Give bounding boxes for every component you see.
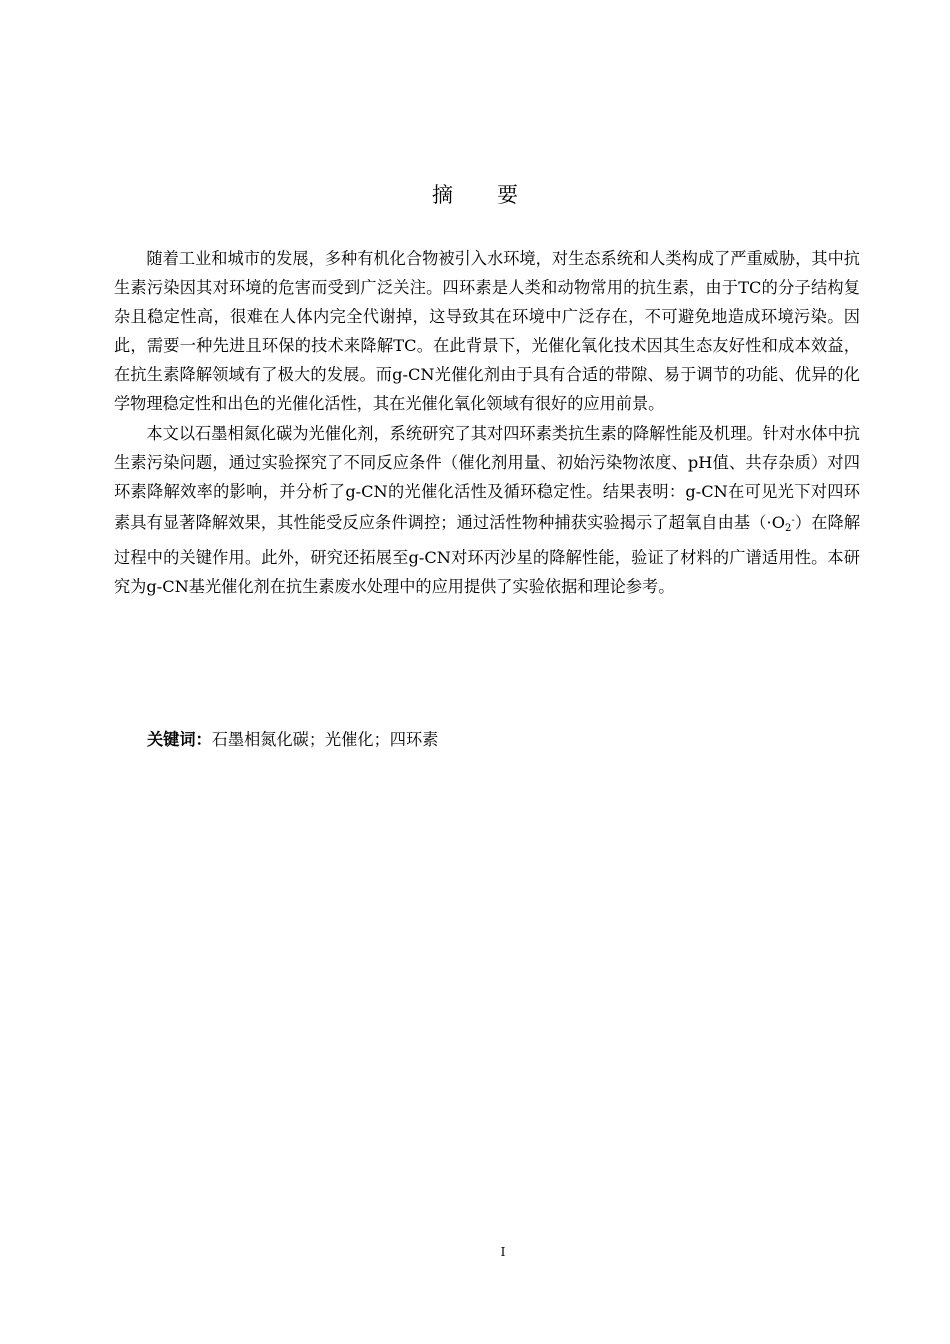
paragraph-2-text-before: 本文以石墨相氮化碳为光催化剂，系统研究了其对四环素类抗生素的降解性能及机理。针对水体中抗生素污染问题，通过实验探究了不同反应条件（催化剂用量、初始污染物浓度、pH值、共存杂质）对四环素降解效率的影响，并分析了g-CN的光催化活性及循环稳定性。结果表明：g-CN在可见光下对四环素具有显著降解效果，其性能受反应条件调控；通过活性物种捕获实验揭示了超氧自由基（·O xyxy=(114,423,860,532)
superscript-minus: - xyxy=(791,514,795,526)
keywords-label: 关键词： xyxy=(147,730,212,749)
keywords-line xyxy=(147,726,438,754)
page-title: 摘要 xyxy=(432,183,562,207)
abstract-paragraph-1: 随着工业和城市的发展，多种有机化合物被引入水环境，对生态系统和人类构成了严重威胁，其中抗生素污染因其对环境的危害而受到广泛关注。四环素是人类和动物常用的抗生素，由于TC的分子结构复杂且稳定性高，很难在人体内完全代谢掉，这导致其在环境中广泛存在，不可避免地造成环境污染。因此，需要一种先进且环保的技术来降解TC。在此背景下，光催化氧化技术因其生态友好性和成本效益，在抗生素降解领域有了极大的发展。而g-CN光催化剂由于具有合适的带隙、易于调节的功能、优异的化学物理稳定性和出色的光催化活性，其在光催化氧化领域有很好的应用前景。 xyxy=(114,249,860,414)
keywords-value: 石墨相氮化碳；光催化；四环素 xyxy=(211,730,439,749)
paragraph-2-text-after: ）在降解过程中的关键作用。此外，研究还拓展至g-CN对环丙沙星的降解性能，验证了材料的广谱适用性。本研究为g-CN基光催化剂在抗生素废水处理中的应用提供了实验依据和理论参考。 xyxy=(114,512,861,597)
subscript-2: 2 xyxy=(784,522,792,534)
abstract-body xyxy=(114,244,860,601)
page-number: I xyxy=(500,1245,506,1259)
abstract-paragraph-2 xyxy=(114,419,860,602)
